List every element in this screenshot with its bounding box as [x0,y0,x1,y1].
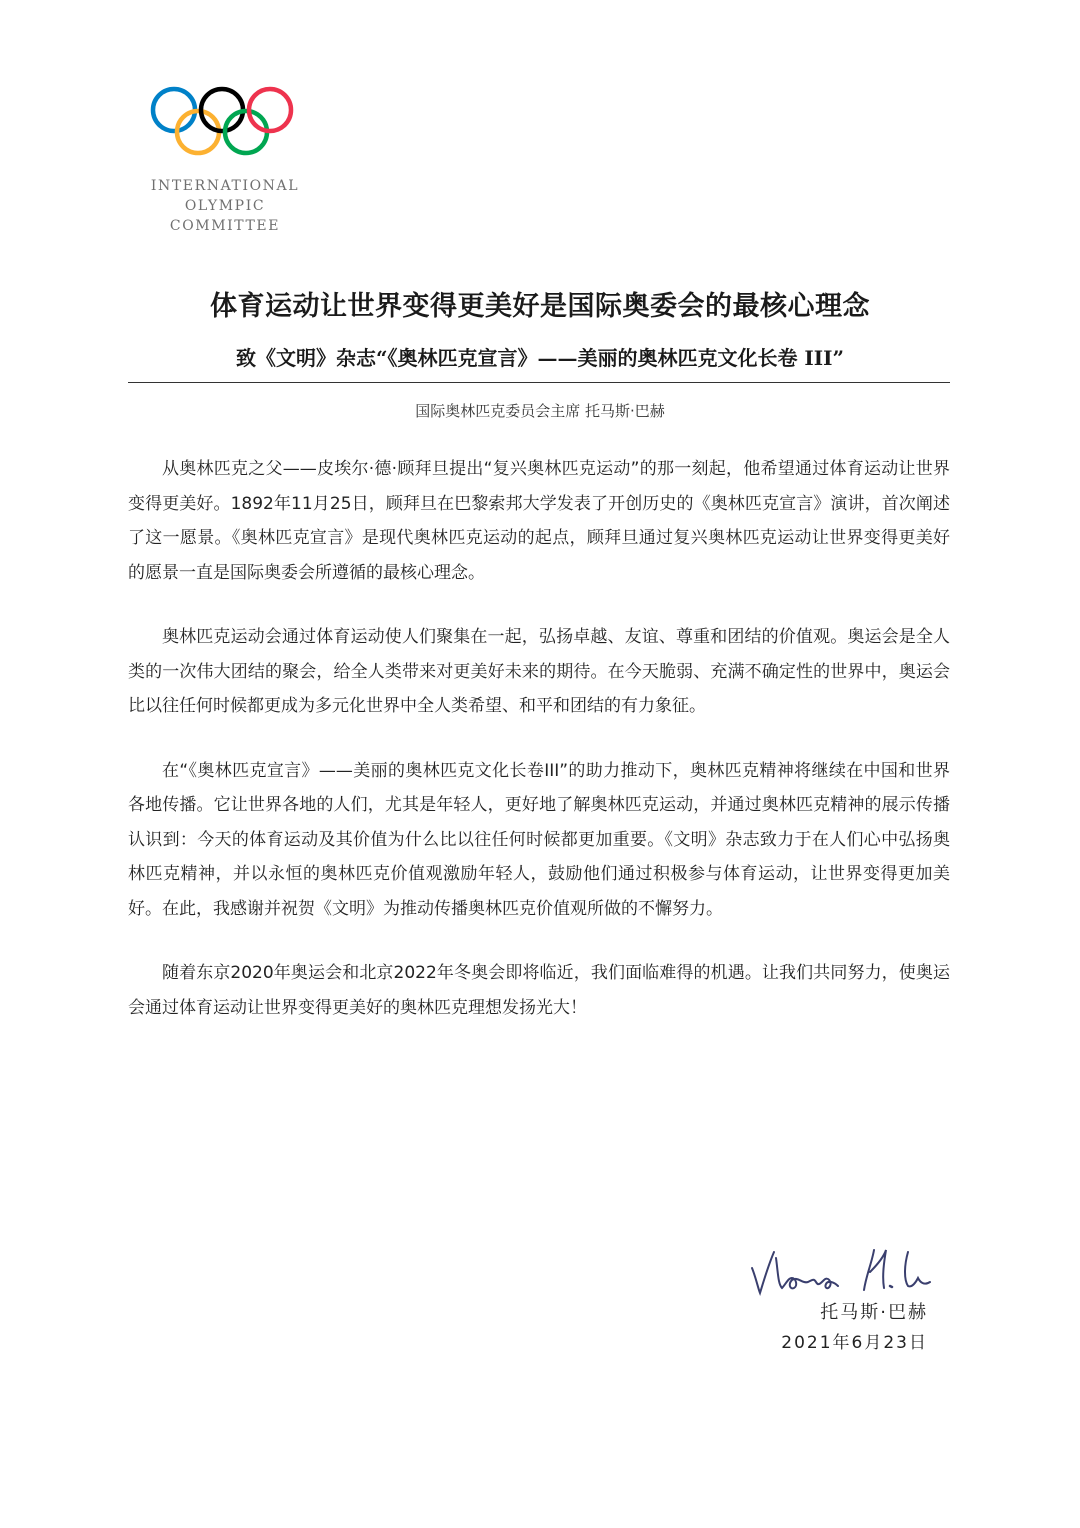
signature-date: 2021年6月23日 [781,1333,928,1353]
letter-subtitle: 致《文明》杂志“《奥林匹克宣言》——美丽的奥林匹克文化长卷 III” [235,346,845,370]
logo-line-1: INTERNATIONAL [150,178,300,194]
paragraph: 奥林匹克运动会通过体育运动使人们聚集在一起，弘扬卓越、友谊、尊重和团结的价值观。奥运会是全人类的一次伟大团结的聚会，给全人类带来对更美好未来的期待。在今天脆弱、充满不确定性的世界中，奥运会比以往任何时候都更成为多元化世界中全人类希望、和平和团结的有力象征。 [128,627,950,716]
logo-wordmark [140,176,310,236]
black-ring [201,89,243,131]
ioc-logo [140,86,310,236]
paragraph: 从奥林匹克之父——皮埃尔·德·顾拜旦提出“复兴奥林匹克运动”的那一刻起，他希望通过体育运动让世界变得更美好。1892年11月25日，顾拜旦在巴黎索邦大学发表了开创历史的《奥林匹克宣言》演讲，首次阐述了这一愿景。《奥林匹克宣言》是现代奥林匹克运动的起点，顾拜旦通过复兴奥林匹克运动让世界变得更美好的愿景一直是国际奥委会所遵循的最核心理念。 [128,459,950,583]
logo-line-2: OLYMPIC [184,198,266,214]
letter-title: 体育运动让世界变得更美好是国际奥委会的最核心理念 [210,291,870,322]
author-line: 国际奥林匹克委员会主席 托马斯·巴赫 [415,402,665,420]
logo-line-3: COMMITTEE [169,218,281,234]
handwritten-signature-icon [738,1238,938,1298]
signatory-name: 托马斯·巴赫 [820,1302,928,1323]
letter-body [128,452,950,1055]
paragraph: 在“《奥林匹克宣言》——美丽的奥林匹克文化长卷III”的助力推动下，奥林匹克精神将继续在中国和世界各地传播。它让世界各地的人们，尤其是年轻人，更好地了解奥林匹克运动，并通过奥林匹克精神的展示传播认识到：今天的体育运动及其价值为什么比以往任何时候都更加重要。《文明》杂志致力于在人们心中弘扬奥林匹克精神，并以永恒的奥林匹克价值观激励年轻人，鼓励他们通过积极参与体育运动，让世界变得更加美好。在此，我感谢并祝贺《文明》为推动传播奥林匹克价值观所做的不懈努力。 [128,760,950,919]
title-divider [128,382,950,383]
yellow-ring [177,111,219,153]
olympic-rings-icon [148,86,298,160]
green-ring [225,111,267,153]
paragraph: 随着东京2020年奥运会和北京2022年冬奥会即将临近，我们面临难得的机遇。让我们共同努力，使奥运会通过体育运动让世界变得更美好的奥林匹克理想发扬光大！ [128,963,950,1018]
blue-ring [153,89,195,131]
signature-block [730,1238,950,1358]
red-ring [249,89,291,131]
